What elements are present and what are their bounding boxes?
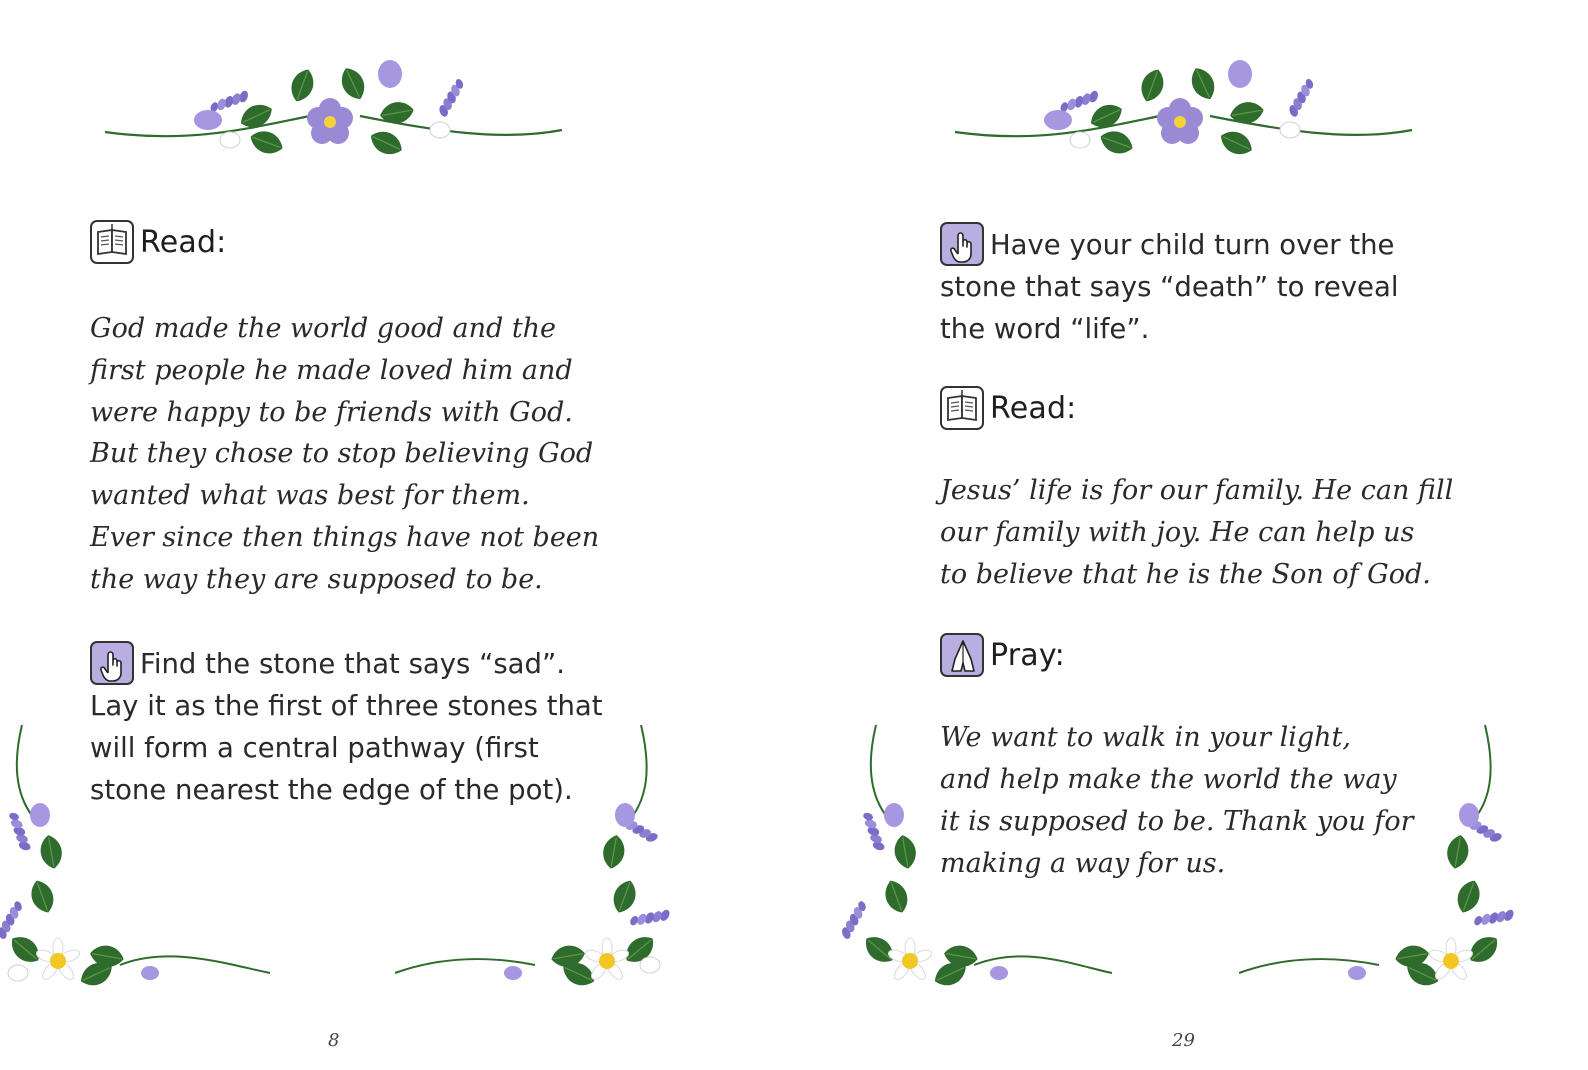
- prayer-line: and help make the world the way: [940, 764, 1397, 796]
- read-line: to believe that he is the Son of God.: [940, 558, 1431, 590]
- left-content: [90, 220, 650, 811]
- read-line: wanted what was best for them.: [90, 480, 530, 512]
- read-line: Ever since then things have not been: [90, 521, 600, 553]
- open-book-icon: [940, 386, 984, 430]
- page-number: 29: [1172, 1030, 1195, 1051]
- pray-label: Pray:: [990, 637, 1065, 673]
- activity-line: will form a central pathway (first: [90, 731, 539, 764]
- read-line: Jesus’ life is for our family. He can fill: [940, 475, 1454, 506]
- right-content: [940, 222, 1500, 885]
- floral-header-ornament: [100, 44, 570, 164]
- prayer-line: making a way for us.: [940, 847, 1226, 879]
- pray-heading: [940, 633, 1500, 677]
- prayer-passage: [940, 717, 1500, 884]
- read-line: God made the world good and the: [90, 313, 557, 344]
- read-heading: [940, 386, 1500, 430]
- activity-instructions: [90, 641, 650, 811]
- page-number: 8: [328, 1030, 340, 1051]
- read-label: Read:: [140, 224, 227, 260]
- read-line: first people he made loved him and: [90, 354, 573, 386]
- pointing-hand-icon: [940, 222, 984, 266]
- floral-header-ornament: [950, 44, 1420, 164]
- read-label: Read:: [990, 390, 1077, 426]
- activity-instructions: [940, 222, 1500, 350]
- activity-line: the word “life”.: [940, 313, 1150, 345]
- activity-line: Have your child turn over the: [990, 229, 1395, 261]
- prayer-line: it is supposed to be. Thank you for: [940, 805, 1414, 837]
- prayer-line: We want to walk in your light,: [940, 722, 1351, 754]
- right-page: [794, 0, 1588, 1070]
- praying-hands-icon: [940, 633, 984, 677]
- read-passage: [940, 470, 1500, 595]
- activity-line: Lay it as the first of three stones that: [90, 689, 603, 722]
- activity-line: Find the stone that says “sad”.: [140, 647, 565, 680]
- read-line: were happy to be friends with God.: [90, 396, 573, 428]
- activity-line: stone that says “death” to reveal: [940, 271, 1399, 303]
- read-line: But they chose to stop believing God: [90, 438, 594, 470]
- open-book-icon: [90, 220, 134, 264]
- read-passage: [90, 308, 650, 601]
- read-line: the way they are supposed to be.: [90, 563, 543, 595]
- pointing-hand-icon: [90, 641, 134, 685]
- activity-line: stone nearest the edge of the pot).: [90, 773, 573, 806]
- read-heading: [90, 220, 650, 264]
- read-line: our family with joy. He can help us: [940, 516, 1415, 548]
